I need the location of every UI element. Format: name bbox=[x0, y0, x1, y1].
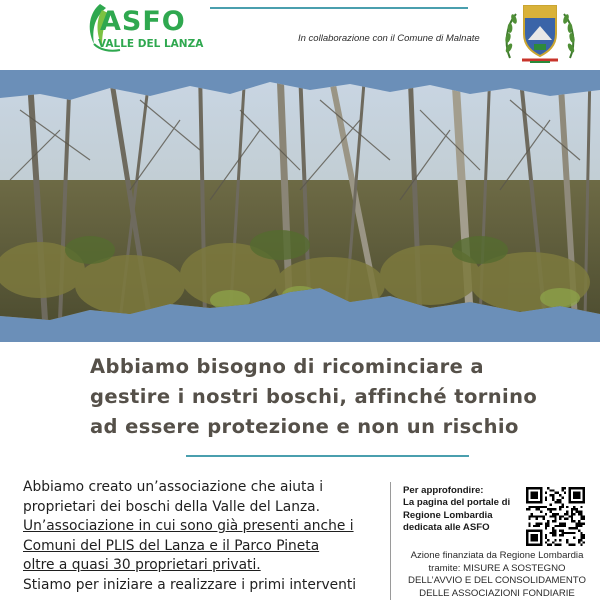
body-line: proprietari dei boschi della Valle del Lanza. bbox=[23, 498, 321, 515]
body-line: Stiamo per iniziare a realizzare i primi interventi bbox=[23, 576, 357, 593]
funding-line: tramite: MISURE A SOSTEGNO bbox=[428, 562, 566, 574]
headline-line: Abbiamo bisogno di ricominciare a bbox=[90, 355, 484, 378]
funding-line: DELLE ASSOCIAZIONI FONDIARIE bbox=[419, 587, 575, 599]
header-divider bbox=[210, 7, 468, 9]
funding-note bbox=[397, 550, 597, 600]
column-divider bbox=[390, 482, 391, 600]
more-info-line: Per approfondire: bbox=[403, 485, 484, 496]
more-info-text bbox=[403, 485, 525, 535]
headline-line: ad essere protezione e non un rischio bbox=[90, 415, 519, 438]
body-line: Abbiamo creato un’associazione che aiuta i bbox=[23, 479, 324, 495]
section-divider bbox=[186, 455, 469, 457]
forest-photo bbox=[0, 70, 600, 342]
more-info-line: dedicata alle ASFO bbox=[403, 522, 490, 534]
body-text bbox=[23, 478, 393, 595]
body-line-underlined: Comuni del PLIS del Lanza e il Parco Pineta bbox=[23, 537, 320, 554]
more-info-line: Regione Lombardia bbox=[403, 509, 493, 521]
body-line-underlined: oltre a quasi 30 proprietari privati. bbox=[23, 557, 261, 573]
funding-line: Azione finanziata da Regione Lombardia bbox=[410, 550, 584, 561]
headline-line: gestire i nostri boschi, affinché tornino bbox=[90, 385, 538, 408]
malnate-coat-of-arms-icon bbox=[500, 0, 580, 66]
logo-title: ASFO bbox=[100, 6, 186, 37]
collaboration-text: In collaborazione con il Comune di Malnate bbox=[298, 33, 480, 44]
qr-code-icon[interactable] bbox=[526, 487, 585, 546]
headline bbox=[90, 352, 560, 442]
body-line-underlined: Un’associazione in cui sono già presenti anche i bbox=[23, 518, 354, 534]
more-info-line: La pagina del portale di bbox=[403, 497, 511, 509]
funding-line: DELL’AVVIO E DEL CONSOLIDAMENTO bbox=[408, 575, 586, 587]
logo-subtitle: VALLE DEL LANZA bbox=[98, 38, 204, 50]
